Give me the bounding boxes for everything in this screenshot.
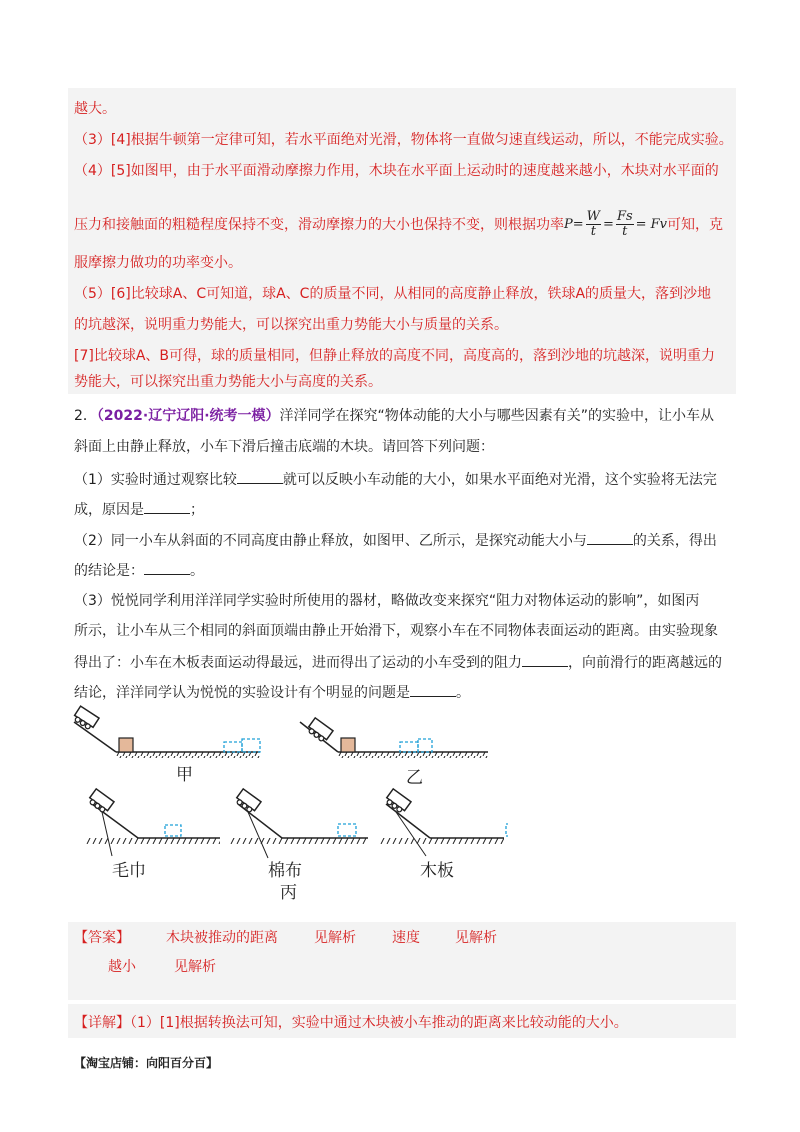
formula-t: t	[590, 224, 596, 239]
explanation-line: 势能大，可以探究出重力势能大小与高度的关系。	[74, 374, 382, 390]
question-header	[74, 406, 714, 426]
formula-w: W	[586, 209, 601, 224]
detail-line	[74, 1013, 628, 1033]
explanation-line: （3）[4]根据牛顿第一定律可知，若水平面绝对光滑，物体将一直做匀速直线运动，所以，不能完成实验。	[74, 132, 733, 148]
question-text: （1）实验时通过观察比较	[74, 472, 237, 488]
block-position-dashed	[242, 739, 260, 752]
question-part-3-cont	[74, 652, 722, 673]
question-text: 的关系，得出	[632, 533, 717, 549]
question-text: ；	[190, 502, 204, 518]
cart-icon	[234, 789, 261, 814]
answer-blank	[587, 530, 633, 545]
question-part-2	[74, 530, 717, 551]
explanation-line: [7]比较球A、B可得，球的质量相同，但静止释放的高度不同，高度高的，落到沙地的坑越深，说明重力	[74, 348, 716, 364]
block-position-dashed	[400, 742, 418, 752]
question-part-3: （3）悦悦同学利用洋洋同学实验时所使用的器材，略做改变来探究“阻力对物体运动的影响”，如图丙	[74, 593, 700, 609]
answer-tag: 【答案】	[74, 930, 130, 946]
cart-icon	[72, 706, 99, 731]
explanation-line-formula	[74, 208, 723, 242]
formula-fs: Fs	[616, 209, 633, 224]
cart-icon	[306, 718, 333, 743]
question-text: 就可以反映小车动能的大小，如果水平面绝对光滑，这个实验将无法完	[282, 472, 717, 488]
answer-item: 速度	[392, 930, 420, 946]
label-muban: 木板	[420, 861, 454, 881]
label-jia: 甲	[176, 765, 193, 785]
formula-p: P	[564, 217, 573, 232]
wood-block	[119, 738, 133, 752]
question-text: 的结论是：	[74, 563, 144, 579]
question-text: 洋洋同学在探究“物体动能的大小与哪些因素有关”的实验中，让小车从	[279, 408, 715, 424]
label-yi: 乙	[406, 768, 423, 788]
detail-text: （1）[1]根据转换法可知，实验中通过木块被小车推动的距离来比较动能的大小。	[130, 1015, 628, 1031]
wood-block	[341, 738, 355, 752]
answer-blank	[144, 560, 190, 575]
cart-position-dashed	[165, 825, 181, 836]
question-text: ，向前滑行的距离越远的	[568, 655, 722, 671]
explanation-text: 可知，克	[667, 217, 724, 233]
figure-bing-cotton	[230, 789, 368, 903]
answer-item: 木块被推动的距离	[166, 930, 278, 946]
explanation-line: 越大。	[74, 101, 116, 117]
question-part-1	[74, 469, 717, 490]
answer-item: 越小	[108, 959, 136, 975]
fraction-w-t	[586, 210, 601, 239]
explanation-line: （5）[6]比较球A、C可知道，球A、C的质量不同，从相同的高度静止释放，铁球A的质量大，落到沙地	[74, 286, 712, 302]
detail-tag: 【详解】	[74, 1015, 130, 1031]
block-position-dashed	[224, 742, 242, 752]
formula-eq2: =	[603, 217, 614, 232]
experiment-figure	[68, 700, 508, 910]
question-text: （2）同一小车从斜面的不同高度由静止释放，如图甲、乙所示，是探究动能大小与	[74, 533, 587, 549]
cart-icon	[87, 789, 114, 814]
cart-position-dashed	[506, 824, 508, 836]
question-part-2-cont	[74, 560, 204, 581]
block-position-dashed	[418, 739, 432, 752]
explanation-line: 服摩擦力做功的功率变小。	[74, 255, 242, 271]
answer-item: 见解析	[455, 930, 497, 946]
answer-row-1	[74, 928, 497, 948]
formula-fv: = Fv	[635, 217, 668, 232]
explanation-text: 压力和接触面的粗糙程度保持不变，滑动摩擦力的大小也保持不变，则根据功率	[74, 217, 564, 233]
question-part-3-cont: 所示，让小车从三个相同的斜面顶端由静止开始滑下，观察小车在不同物体表面运动的距离。由实验现象	[74, 623, 718, 639]
question-number: 2．	[74, 408, 97, 424]
cart-position-dashed	[338, 824, 356, 836]
answer-blank	[410, 682, 456, 697]
question-part-1-cont	[74, 499, 204, 520]
answer-item: 见解析	[174, 959, 216, 975]
explanation-line: （4）[5]如图甲，由于水平面滑动摩擦力作用，木块在水平面上运动时的速度越来越小，木块对水平面的	[74, 163, 719, 179]
formula-eq: =	[572, 217, 584, 232]
answer-blank	[237, 469, 283, 484]
explanation-line: 的坑越深，说明重力势能大，可以探究出重力势能大小与质量的关系。	[74, 317, 508, 333]
figure-jia	[72, 706, 260, 785]
cart-icon	[384, 789, 411, 814]
answer-blank	[144, 499, 190, 514]
answer-blank	[522, 652, 568, 667]
figure-bing-wood	[380, 789, 508, 881]
question-text: 结论，洋洋同学认为悦悦的实验设计有个明显的问题是	[74, 685, 410, 701]
question-text: 。	[190, 563, 204, 579]
label-mianbu: 棉布	[268, 861, 302, 881]
label-bing: 丙	[280, 883, 297, 903]
question-text: 成，原因是	[74, 502, 144, 518]
power-formula	[564, 208, 667, 242]
figure-bing-towel	[86, 789, 220, 881]
answer-item: 见解析	[314, 930, 356, 946]
formula-t2: t	[622, 224, 628, 239]
question-source: （2022·辽宁辽阳·统考一模）	[96, 408, 280, 424]
label-maojin: 毛巾	[112, 861, 146, 881]
fraction-fs-t	[616, 210, 634, 239]
question-text: 得出了：小车在木板表面运动得最远，进而得出了运动的小车受到的阻力	[74, 655, 522, 671]
footer-shop: 【淘宝店铺：向阳百分百】	[74, 1056, 219, 1070]
question-line: 斜面上由静止释放，小车下滑后撞击底端的木块。请回答下列问题：	[74, 439, 494, 455]
question-text: 。	[456, 685, 470, 701]
figure-yi	[300, 718, 488, 788]
